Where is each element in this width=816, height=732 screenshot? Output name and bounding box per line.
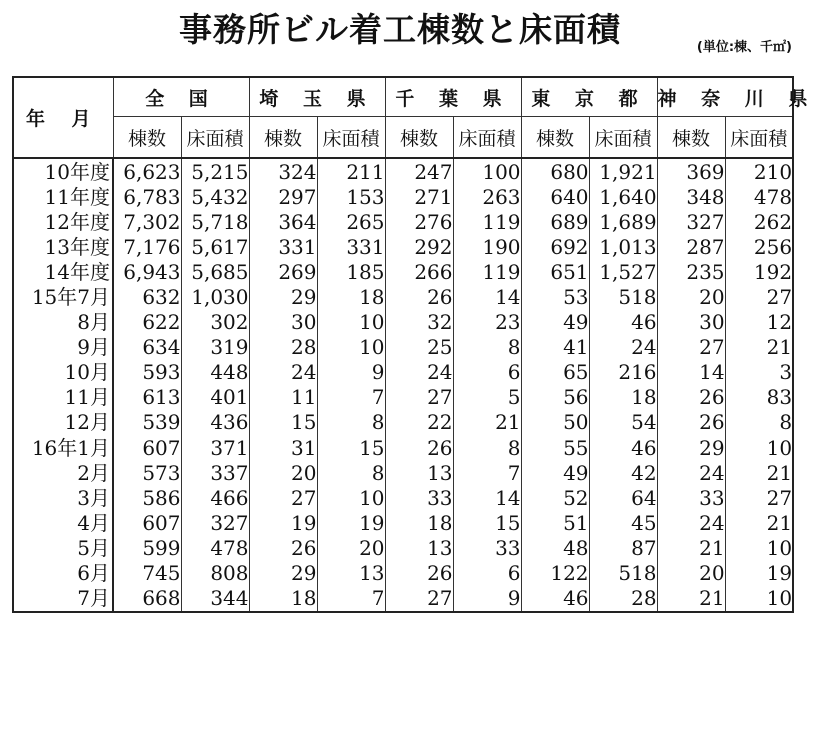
kanagawa-count-cell: 327 [657,209,725,234]
kanagawa-area-cell: 10 [725,535,793,560]
chiba-area-cell: 6 [453,561,521,586]
chiba-area-cell: 8 [453,335,521,360]
kanagawa-count-cell: 27 [657,335,725,360]
region-header-row [13,77,793,117]
kanagawa-area-cell: 3 [725,360,793,385]
table-row [13,259,793,284]
period-cell: 4月 [13,510,113,535]
kanagawa-area-cell: 12 [725,310,793,335]
tokyo-area-cell: 28 [589,586,657,612]
region-header-chiba: 千 葉 県 [385,77,521,117]
chiba-count-cell: 25 [385,335,453,360]
period-cell: 15年7月 [13,284,113,309]
saitama-area-cell: 211 [317,158,385,184]
national-count-cell: 6,623 [113,158,181,184]
kanagawa-area-cell: 256 [725,234,793,259]
table-row [13,209,793,234]
table-row [13,485,793,510]
national-area-cell: 466 [181,485,249,510]
sub-header-count: 棟数 [249,117,317,159]
tokyo-count-cell: 46 [521,586,589,612]
table-body [13,158,793,612]
saitama-area-cell: 185 [317,259,385,284]
chiba-count-cell: 271 [385,184,453,209]
tokyo-count-cell: 52 [521,485,589,510]
saitama-area-cell: 10 [317,310,385,335]
tokyo-count-cell: 51 [521,510,589,535]
region-header-saitama: 埼 玉 県 [249,77,385,117]
tokyo-count-cell: 48 [521,535,589,560]
national-area-cell: 302 [181,310,249,335]
tokyo-count-cell: 49 [521,310,589,335]
chiba-count-cell: 247 [385,158,453,184]
sub-header-area: 床面積 [589,117,657,159]
chiba-count-cell: 276 [385,209,453,234]
region-header-national: 全 国 [113,77,249,117]
kanagawa-count-cell: 21 [657,586,725,612]
period-cell: 7月 [13,586,113,612]
chiba-count-cell: 26 [385,284,453,309]
chiba-area-cell: 14 [453,284,521,309]
national-count-cell: 7,176 [113,234,181,259]
chiba-area-cell: 100 [453,158,521,184]
kanagawa-area-cell: 83 [725,385,793,410]
tokyo-area-cell: 42 [589,460,657,485]
chiba-count-cell: 27 [385,586,453,612]
national-count-cell: 668 [113,586,181,612]
period-cell: 3月 [13,485,113,510]
saitama-area-cell: 19 [317,510,385,535]
national-area-cell: 344 [181,586,249,612]
national-area-cell: 401 [181,385,249,410]
chiba-area-cell: 23 [453,310,521,335]
kanagawa-area-cell: 19 [725,561,793,586]
kanagawa-count-cell: 369 [657,158,725,184]
table-row [13,586,793,612]
table-row [13,435,793,460]
kanagawa-area-cell: 192 [725,259,793,284]
national-area-cell: 327 [181,510,249,535]
sub-header-area: 床面積 [181,117,249,159]
tokyo-area-cell: 1,689 [589,209,657,234]
chiba-area-cell: 263 [453,184,521,209]
national-area-cell: 478 [181,535,249,560]
period-cell: 10年度 [13,158,113,184]
national-count-cell: 622 [113,310,181,335]
national-area-cell: 5,432 [181,184,249,209]
data-table [12,76,816,613]
region-header-kanagawa: 神 奈 川 県 [657,77,793,117]
chiba-count-cell: 32 [385,310,453,335]
tokyo-area-cell: 18 [589,385,657,410]
period-cell: 10月 [13,360,113,385]
chiba-count-cell: 26 [385,561,453,586]
table-row [13,510,793,535]
national-area-cell: 5,685 [181,259,249,284]
chiba-area-cell: 7 [453,460,521,485]
page-title: 事務所ビル着工棟数と床面積 [179,10,621,49]
national-area-cell: 448 [181,360,249,385]
tokyo-count-cell: 65 [521,360,589,385]
tokyo-count-cell: 49 [521,460,589,485]
tokyo-area-cell: 54 [589,410,657,435]
tokyo-count-cell: 651 [521,259,589,284]
chiba-area-cell: 6 [453,360,521,385]
national-count-cell: 599 [113,535,181,560]
kanagawa-count-cell: 20 [657,284,725,309]
kanagawa-area-cell: 8 [725,410,793,435]
saitama-count-cell: 331 [249,234,317,259]
table-row [13,410,793,435]
sub-header-count: 棟数 [657,117,725,159]
tokyo-area-cell: 518 [589,561,657,586]
saitama-count-cell: 11 [249,385,317,410]
chiba-area-cell: 21 [453,410,521,435]
saitama-area-cell: 8 [317,460,385,485]
kanagawa-area-cell: 210 [725,158,793,184]
unit-note: (単位:棟、千㎡) [696,40,792,55]
kanagawa-area-cell: 10 [725,435,793,460]
kanagawa-count-cell: 287 [657,234,725,259]
tokyo-count-cell: 56 [521,385,589,410]
national-count-cell: 573 [113,460,181,485]
sub-header-count: 棟数 [521,117,589,159]
period-cell: 11月 [13,385,113,410]
saitama-area-cell: 20 [317,535,385,560]
saitama-area-cell: 8 [317,410,385,435]
saitama-count-cell: 29 [249,561,317,586]
chiba-count-cell: 18 [385,510,453,535]
national-count-cell: 607 [113,435,181,460]
saitama-count-cell: 31 [249,435,317,460]
tokyo-area-cell: 1,013 [589,234,657,259]
saitama-count-cell: 297 [249,184,317,209]
national-count-cell: 613 [113,385,181,410]
chiba-count-cell: 13 [385,535,453,560]
tokyo-area-cell: 216 [589,360,657,385]
tokyo-count-cell: 53 [521,284,589,309]
period-cell: 12年度 [13,209,113,234]
tokyo-area-cell: 1,640 [589,184,657,209]
kanagawa-area-cell: 262 [725,209,793,234]
tokyo-count-cell: 692 [521,234,589,259]
saitama-count-cell: 19 [249,510,317,535]
saitama-count-cell: 18 [249,586,317,612]
kanagawa-count-cell: 29 [657,435,725,460]
table-row [13,184,793,209]
tokyo-count-cell: 41 [521,335,589,360]
saitama-area-cell: 9 [317,360,385,385]
saitama-count-cell: 28 [249,335,317,360]
table-row [13,158,793,184]
saitama-area-cell: 13 [317,561,385,586]
period-cell: 9月 [13,335,113,360]
chiba-area-cell: 119 [453,259,521,284]
table-row [13,284,793,309]
period-cell: 11年度 [13,184,113,209]
sub-header-count: 棟数 [385,117,453,159]
tokyo-area-cell: 87 [589,535,657,560]
period-cell: 12月 [13,410,113,435]
saitama-count-cell: 29 [249,284,317,309]
region-header-tokyo: 東 京 都 [521,77,657,117]
period-cell: 8月 [13,310,113,335]
kanagawa-count-cell: 26 [657,385,725,410]
saitama-count-cell: 30 [249,310,317,335]
tokyo-count-cell: 680 [521,158,589,184]
saitama-count-cell: 26 [249,535,317,560]
chiba-area-cell: 33 [453,535,521,560]
period-header: 年 月 [13,77,113,158]
kanagawa-count-cell: 30 [657,310,725,335]
chiba-area-cell: 9 [453,586,521,612]
kanagawa-count-cell: 20 [657,561,725,586]
chiba-count-cell: 292 [385,234,453,259]
national-area-cell: 808 [181,561,249,586]
tokyo-count-cell: 689 [521,209,589,234]
kanagawa-count-cell: 26 [657,410,725,435]
chiba-count-cell: 22 [385,410,453,435]
chiba-count-cell: 13 [385,460,453,485]
chiba-area-cell: 15 [453,510,521,535]
sub-header-area: 床面積 [725,117,793,159]
kanagawa-area-cell: 27 [725,485,793,510]
chiba-area-cell: 119 [453,209,521,234]
chiba-area-cell: 14 [453,485,521,510]
chiba-area-cell: 5 [453,385,521,410]
table-row [13,335,793,360]
kanagawa-area-cell: 21 [725,460,793,485]
kanagawa-count-cell: 14 [657,360,725,385]
kanagawa-area-cell: 21 [725,510,793,535]
kanagawa-area-cell: 21 [725,335,793,360]
period-cell: 13年度 [13,234,113,259]
national-area-cell: 5,215 [181,158,249,184]
chiba-area-cell: 8 [453,435,521,460]
national-area-cell: 436 [181,410,249,435]
sub-header-row [13,117,793,159]
table-row [13,234,793,259]
saitama-area-cell: 18 [317,284,385,309]
tokyo-count-cell: 122 [521,561,589,586]
saitama-count-cell: 364 [249,209,317,234]
national-area-cell: 5,617 [181,234,249,259]
saitama-area-cell: 153 [317,184,385,209]
chiba-count-cell: 26 [385,435,453,460]
tokyo-area-cell: 1,527 [589,259,657,284]
kanagawa-area-cell: 27 [725,284,793,309]
national-area-cell: 337 [181,460,249,485]
tokyo-count-cell: 50 [521,410,589,435]
saitama-count-cell: 324 [249,158,317,184]
saitama-area-cell: 7 [317,385,385,410]
sub-header-count: 棟数 [113,117,181,159]
national-count-cell: 586 [113,485,181,510]
saitama-area-cell: 265 [317,209,385,234]
saitama-count-cell: 27 [249,485,317,510]
kanagawa-area-cell: 478 [725,184,793,209]
saitama-area-cell: 331 [317,234,385,259]
saitama-area-cell: 10 [317,485,385,510]
chiba-area-cell: 190 [453,234,521,259]
tokyo-area-cell: 45 [589,510,657,535]
table-row [13,385,793,410]
national-area-cell: 5,718 [181,209,249,234]
saitama-count-cell: 24 [249,360,317,385]
period-cell: 6月 [13,561,113,586]
national-count-cell: 632 [113,284,181,309]
national-area-cell: 371 [181,435,249,460]
saitama-area-cell: 10 [317,335,385,360]
national-count-cell: 607 [113,510,181,535]
table-row [13,561,793,586]
period-cell: 5月 [13,535,113,560]
table-row [13,535,793,560]
sub-header-area: 床面積 [453,117,521,159]
chiba-count-cell: 33 [385,485,453,510]
tokyo-count-cell: 55 [521,435,589,460]
kanagawa-count-cell: 24 [657,510,725,535]
kanagawa-area-cell: 10 [725,586,793,612]
national-count-cell: 634 [113,335,181,360]
period-cell: 16年1月 [13,435,113,460]
national-count-cell: 745 [113,561,181,586]
tokyo-area-cell: 24 [589,335,657,360]
kanagawa-count-cell: 33 [657,485,725,510]
saitama-area-cell: 7 [317,586,385,612]
saitama-count-cell: 269 [249,259,317,284]
kanagawa-count-cell: 348 [657,184,725,209]
national-count-cell: 6,943 [113,259,181,284]
national-count-cell: 539 [113,410,181,435]
tokyo-area-cell: 518 [589,284,657,309]
tokyo-area-cell: 46 [589,435,657,460]
table-row [13,460,793,485]
kanagawa-count-cell: 21 [657,535,725,560]
national-count-cell: 6,783 [113,184,181,209]
table-row [13,310,793,335]
tokyo-count-cell: 640 [521,184,589,209]
table-row [13,360,793,385]
period-cell: 14年度 [13,259,113,284]
kanagawa-count-cell: 235 [657,259,725,284]
saitama-count-cell: 15 [249,410,317,435]
national-area-cell: 319 [181,335,249,360]
national-count-cell: 7,302 [113,209,181,234]
period-cell: 2月 [13,460,113,485]
national-area-cell: 1,030 [181,284,249,309]
chiba-count-cell: 27 [385,385,453,410]
saitama-area-cell: 15 [317,435,385,460]
saitama-count-cell: 20 [249,460,317,485]
chiba-count-cell: 24 [385,360,453,385]
tokyo-area-cell: 1,921 [589,158,657,184]
kanagawa-count-cell: 24 [657,460,725,485]
chiba-count-cell: 266 [385,259,453,284]
tokyo-area-cell: 64 [589,485,657,510]
sub-header-area: 床面積 [317,117,385,159]
tokyo-area-cell: 46 [589,310,657,335]
national-count-cell: 593 [113,360,181,385]
